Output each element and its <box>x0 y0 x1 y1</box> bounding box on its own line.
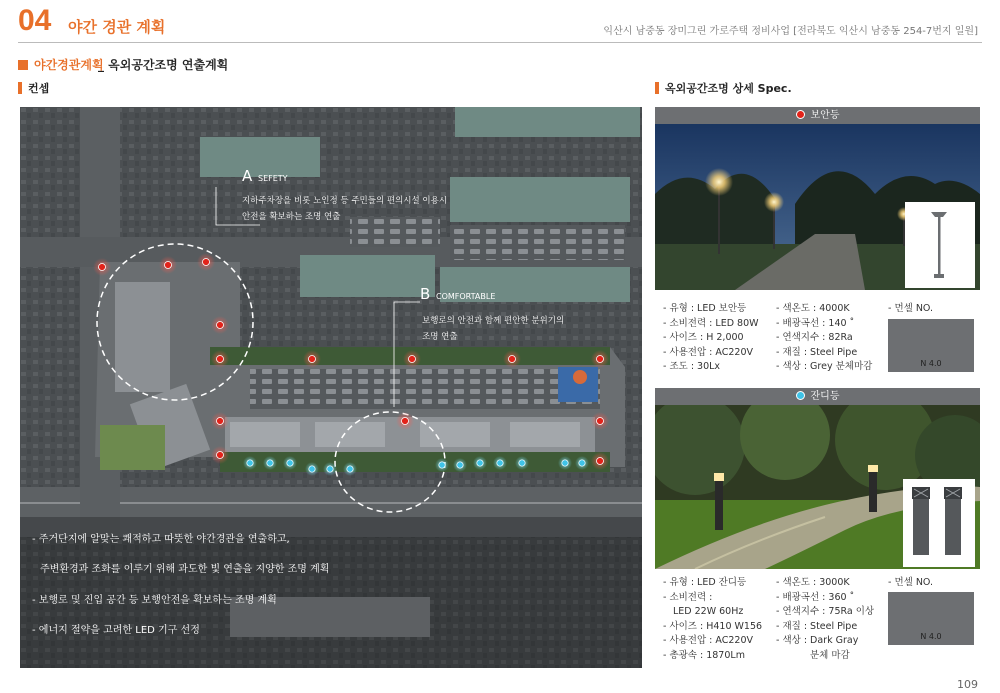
concept-a-letter: A <box>242 167 253 185</box>
section-marker <box>18 60 28 70</box>
concept-b-name: COMFORTABLE <box>436 292 496 301</box>
spec-line: - 색상 : Dark Gray <box>776 635 859 646</box>
spec-line: - 배광곡선 : 360 ˚ <box>776 591 855 603</box>
aerial-night-map <box>20 107 642 668</box>
spec-line: - 재질 : Steel Pipe <box>776 620 858 632</box>
project-name: 익산시 남중동 장미그린 가로주택 정비사업 [전라북도 익산시 남중동 254-7번지 일원] <box>603 26 978 37</box>
spec-line: - 소비전력 : LED 80W <box>663 317 759 329</box>
spec-label: 옥외공간조명 상세 Spec. <box>665 82 792 95</box>
spec-line: - 소비전력 : <box>663 591 713 603</box>
spec-line: - 사용전압 : AC220V <box>663 346 753 358</box>
spec-line: - 사이즈 : H 2,000 <box>663 332 744 343</box>
spec-line: - 배광곡선 : 140 ˚ <box>776 317 855 329</box>
spec-line: 분체 마감 <box>810 649 850 661</box>
spec-line: - 재질 : Steel Pipe <box>776 346 858 358</box>
concept-bullet: 주변환경과 조화를 이루기 위해 과도한 빛 연출을 지양한 조명 계획 <box>40 564 330 575</box>
munsell-value: N 4.0 <box>920 359 942 368</box>
section-subtitle: _ 옥외공간조명 연출계획 <box>98 58 229 72</box>
spec-line: - 사이즈 : H410 W156 <box>663 620 763 632</box>
section-number: 04 <box>18 4 52 37</box>
concept-bullet: - 주거단지에 알맞는 쾌적하고 따뜻한 야간경관을 연출하고, <box>32 534 290 545</box>
concept-bullet: - 보행로 및 진입 공간 등 보행안전을 확보하는 조명 계획 <box>32 595 277 606</box>
security-light-spec-col1 <box>663 302 759 375</box>
aerial-illustration <box>20 107 642 668</box>
lawn-light-title: 잔디등 <box>810 391 840 402</box>
spec-line: - 색온도 : 3000K <box>776 577 850 588</box>
spec-line: - 조도 : 30Lx <box>663 361 721 372</box>
lawn-light-munsell-label: - 먼셀 NO. <box>888 577 934 588</box>
spec-line: - 연색지수 : 75Ra 이상 <box>776 606 875 617</box>
concept-marker <box>18 82 22 94</box>
concept-a-name: SEFETY <box>258 174 288 183</box>
security-light-photo <box>655 124 980 290</box>
munsell-value: N 4.0 <box>920 632 942 641</box>
cyan-dot-icon <box>796 391 805 400</box>
security-light-header <box>655 107 980 124</box>
spec-line: - 사용전압 : AC220V <box>663 635 753 646</box>
lawn-light-spec-col2 <box>776 576 874 663</box>
spec-line: - 색온도 : 4000K <box>776 303 850 314</box>
security-light-munsell-swatch <box>888 319 974 372</box>
lawn-light-spec-col1 <box>663 576 762 663</box>
spec-line: - 총광속 : 1870Lm <box>663 649 745 661</box>
concept-b-desc-1: 보행로의 안전과 함께 편안한 분위기의 <box>422 316 565 326</box>
lawn-light-header <box>655 388 980 405</box>
concept-label: 컨셉 <box>28 82 50 95</box>
lawn-light-photo <box>655 405 980 569</box>
spec-line: - 연색지수 : 82Ra <box>776 332 853 343</box>
spec-line: - 색상 : Grey 분체마감 <box>776 361 873 372</box>
concept-b-desc-2: 조명 연출 <box>422 332 458 342</box>
spec-line: - 유형 : LED 보안등 <box>663 303 747 314</box>
spec-line: LED 22W 60Hz <box>673 606 744 617</box>
concept-b-letter: B <box>420 285 431 303</box>
lawn-light-munsell-swatch <box>888 592 974 645</box>
security-light-munsell-label: - 먼셀 NO. <box>888 303 934 314</box>
spec-line: - 유형 : LED 잔디등 <box>663 577 747 588</box>
section-title: 야간경관계획 <box>34 58 104 72</box>
header-divider <box>18 42 982 43</box>
page-number: 109 <box>957 678 978 691</box>
page-title: 야간 경관 계획 <box>68 18 166 36</box>
concept-a-desc-2: 안전을 확보하는 조명 연출 <box>242 212 341 222</box>
security-light-spec-col2 <box>776 302 872 375</box>
spec-marker <box>655 82 659 94</box>
concept-a-desc-1: 지하주차장을 비롯 노인정 등 주민들의 편의시설 이용시 <box>242 196 448 206</box>
security-light-title: 보안등 <box>810 110 840 121</box>
red-dot-icon <box>796 110 805 119</box>
concept-bullet: - 에너지 절약을 고려한 LED 기구 선정 <box>32 625 200 636</box>
